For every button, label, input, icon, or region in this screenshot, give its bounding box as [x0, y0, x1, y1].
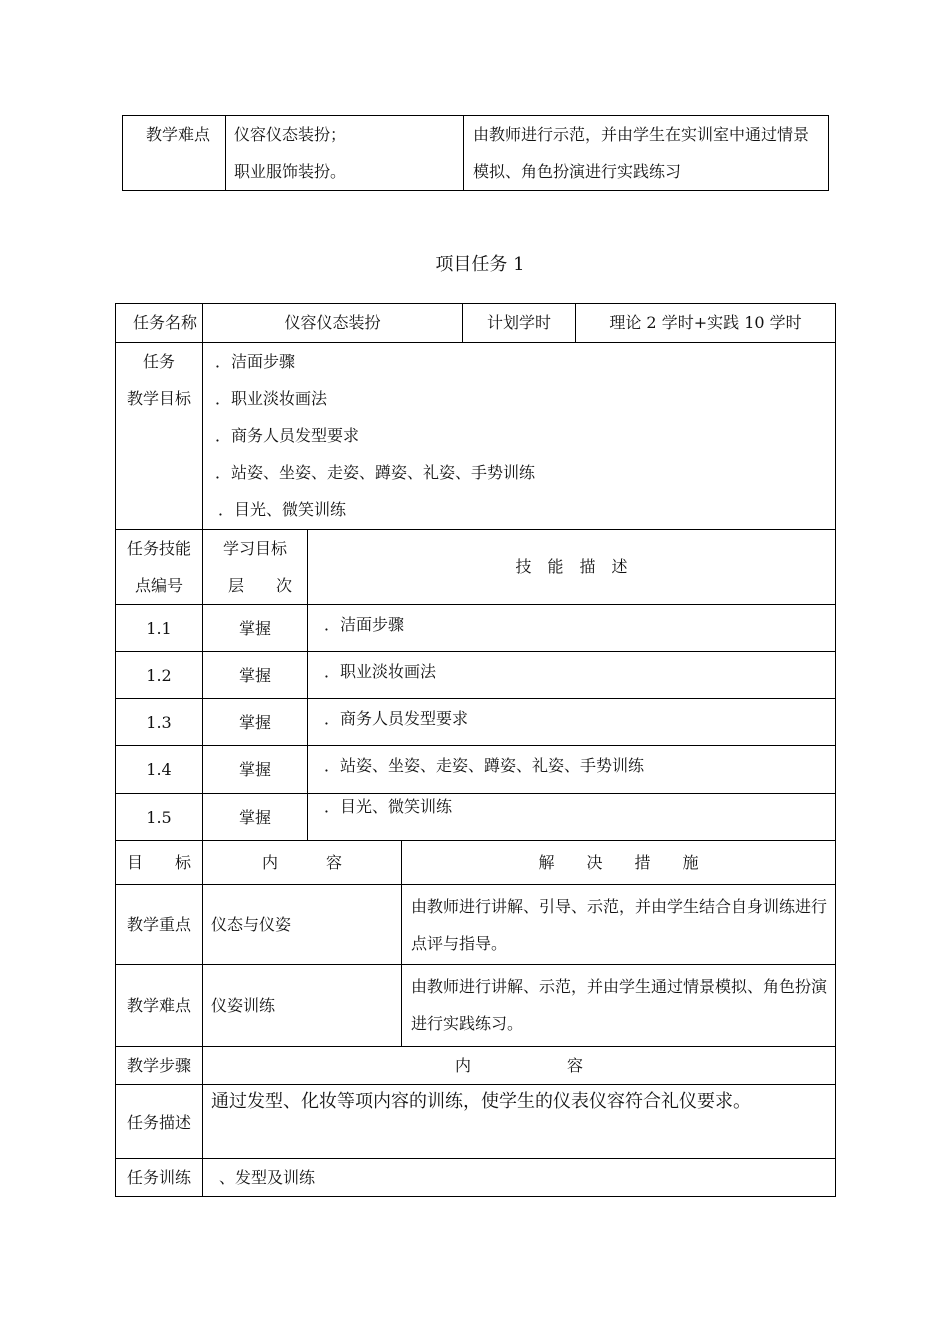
- planned-hours-value: 理论 2 学时+实践 10 学时: [609, 313, 802, 332]
- teaching-steps-content-header: 内 容: [454, 1056, 583, 1075]
- skill-level: 掌握: [238, 666, 271, 685]
- skill-code-header-line-2: 点编号: [134, 576, 183, 595]
- skill-code: 1.4: [146, 760, 172, 779]
- objectives-label-line-1: 任务: [142, 352, 175, 371]
- skill-desc-header: 技 能 描 述: [515, 557, 628, 576]
- objectives-label-line-2: 教学目标: [126, 389, 191, 408]
- skill-code-header-line-1: 任务技能: [126, 539, 191, 558]
- top-content-line-1: 仪容仪态装扮；: [234, 125, 347, 144]
- skill-level: 掌握: [238, 760, 271, 779]
- skill-desc: ．商务人员发型要求: [324, 709, 469, 728]
- difficulties-measure-line-1: 由教师进行讲解、示范，并由学生通过情景模拟、角色扮演: [411, 977, 828, 996]
- top-content-line-2: 职业服饰装扮。: [234, 162, 347, 181]
- skill-desc: ．职业淡妆画法: [324, 662, 437, 681]
- skill-code: 1.5: [146, 808, 172, 827]
- difficulties-content: 仪姿训练: [211, 996, 276, 1015]
- goal-header: 目 标: [126, 853, 191, 872]
- objective-item: ．职业淡妆画法: [215, 389, 328, 408]
- key-points-measure-line-1: 由教师进行讲解、引导、示范，并由学生结合自身训练进行: [411, 897, 828, 916]
- skill-level-header-line-1: 学习目标: [222, 539, 287, 558]
- skill-code: 1.2: [146, 666, 172, 685]
- top-difficulty-label: 教学难点: [146, 125, 211, 144]
- task-name-value: 仪容仪态装扮: [284, 313, 381, 332]
- skill-level: 掌握: [238, 713, 271, 732]
- teaching-steps-label: 教学步骤: [126, 1056, 191, 1075]
- objective-item: ．目光、微笑训练: [218, 500, 347, 519]
- task-desc-text: 通过发型、化妆等项内容的训练，使学生的仪表仪容符合礼仪要求。: [211, 1091, 751, 1112]
- skill-code: 1.3: [146, 713, 172, 732]
- skill-desc: ．站姿、坐姿、走姿、蹲姿、礼姿、手势训练: [324, 756, 645, 775]
- objective-item: ．商务人员发型要求: [215, 426, 360, 445]
- task-training-text: 、发型及训练: [219, 1168, 316, 1187]
- objective-item: ．站姿、坐姿、走姿、蹲姿、礼姿、手势训练: [215, 463, 536, 482]
- top-measure-line-1: 由教师进行示范，并由学生在实训室中通过情景: [473, 125, 810, 144]
- content-header: 内 容: [261, 853, 342, 872]
- measure-header: 解 决 措 施: [538, 853, 699, 872]
- planned-hours-label: 计划学时: [486, 313, 551, 332]
- task-training-label: 任务训练: [126, 1168, 191, 1187]
- skill-desc: ．洁面步骤: [324, 615, 405, 634]
- skill-code: 1.1: [146, 619, 172, 638]
- page-title: 项目任务 1: [435, 254, 525, 275]
- difficulties-label: 教学难点: [126, 996, 191, 1015]
- skill-level-header-line-2: 层 次: [228, 576, 293, 595]
- task-name-label: 任务名称: [133, 313, 198, 332]
- top-measure-line-2: 模拟、角色扮演进行实践练习: [473, 162, 682, 181]
- key-points-measure-line-2: 点评与指导。: [411, 934, 508, 953]
- difficulties-measure-line-2: 进行实践练习。: [411, 1014, 524, 1033]
- key-points-content: 仪态与仪姿: [211, 915, 292, 934]
- task-desc-label: 任务描述: [126, 1113, 191, 1132]
- key-points-label: 教学重点: [126, 915, 191, 934]
- skill-desc: ．目光、微笑训练: [324, 797, 453, 816]
- skill-level: 掌握: [238, 619, 271, 638]
- objective-item: ．洁面步骤: [215, 352, 296, 371]
- skill-level: 掌握: [238, 808, 271, 827]
